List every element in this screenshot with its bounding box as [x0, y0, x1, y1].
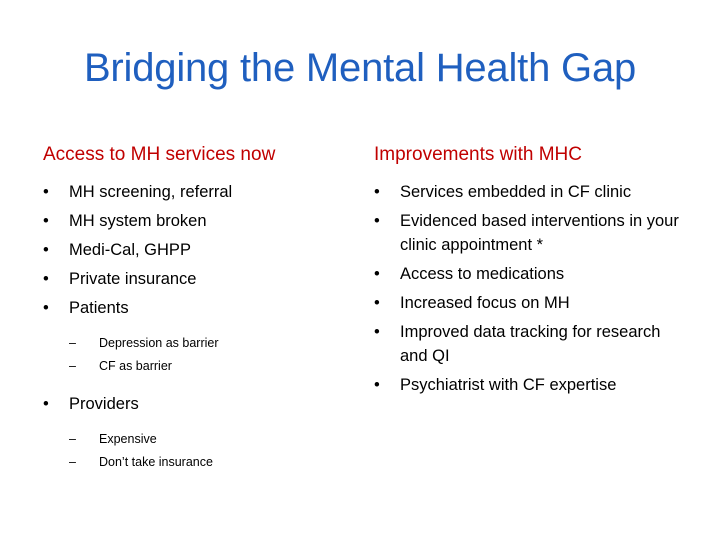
left-bullet-list: [43, 180, 343, 474]
bullet-icon: •: [43, 241, 49, 259]
right-bullet-list: [374, 180, 684, 397]
sub-list-item-text: Expensive: [99, 432, 157, 446]
list-item: [43, 209, 343, 233]
left-column: [43, 140, 343, 488]
bullet-icon: •: [43, 299, 49, 317]
list-item: [43, 296, 343, 378]
list-item-text: Medi-Cal, GHPP: [69, 241, 191, 259]
dash-icon: –: [69, 455, 76, 469]
bullet-icon: •: [374, 376, 380, 394]
list-item-text: Services embedded in CF clinic: [400, 183, 632, 201]
right-column-heading: Improvements with MHC: [374, 144, 582, 165]
sub-list-item: [69, 332, 343, 355]
bullet-icon: •: [374, 323, 380, 341]
list-item: [43, 392, 343, 474]
bullet-icon: •: [374, 183, 380, 201]
list-item: [374, 373, 684, 397]
sub-list-item-text: Don’t take insurance: [99, 455, 213, 469]
sub-list-item-text: Depression as barrier: [99, 336, 219, 350]
sub-list-item: [69, 355, 343, 378]
list-item: [43, 180, 343, 204]
list-item-text: Private insurance: [69, 270, 197, 288]
bullet-icon: •: [374, 294, 380, 312]
list-item-text: Psychiatrist with CF expertise: [400, 376, 617, 394]
list-item: [43, 238, 343, 262]
dash-icon: –: [69, 336, 76, 350]
sub-list: [69, 428, 343, 474]
bullet-icon: •: [43, 183, 49, 201]
bullet-icon: •: [43, 270, 49, 288]
dash-icon: –: [69, 432, 76, 446]
bullet-icon: •: [374, 265, 380, 283]
list-item: [374, 320, 684, 368]
list-item-text: Evidenced based interventions in your clinic appointment *: [400, 212, 679, 254]
bullet-icon: •: [43, 395, 49, 413]
slide-title: Bridging the Mental Health Gap: [83, 46, 637, 90]
list-item-text: Increased focus on MH: [400, 294, 570, 312]
list-item: [374, 262, 684, 286]
left-column-heading: Access to MH services now: [43, 144, 276, 165]
list-item-text: Providers: [69, 395, 139, 413]
list-item: [43, 267, 343, 291]
right-column: [374, 140, 684, 402]
list-item-text: Access to medications: [400, 265, 565, 283]
bullet-icon: •: [43, 212, 49, 230]
dash-icon: –: [69, 359, 76, 373]
list-item-text: Patients: [69, 299, 129, 317]
sub-list-item-text: CF as barrier: [99, 359, 172, 373]
list-item-text: MH system broken: [69, 212, 207, 230]
sub-list: [69, 332, 343, 378]
list-item-text: Improved data tracking for research and QI: [400, 323, 661, 365]
bullet-icon: •: [374, 212, 380, 230]
list-item: [374, 291, 684, 315]
list-item: [374, 209, 684, 257]
list-item: [374, 180, 684, 204]
sub-list-item: [69, 428, 343, 451]
sub-list-item: [69, 451, 343, 474]
list-item-text: MH screening, referral: [69, 183, 233, 201]
